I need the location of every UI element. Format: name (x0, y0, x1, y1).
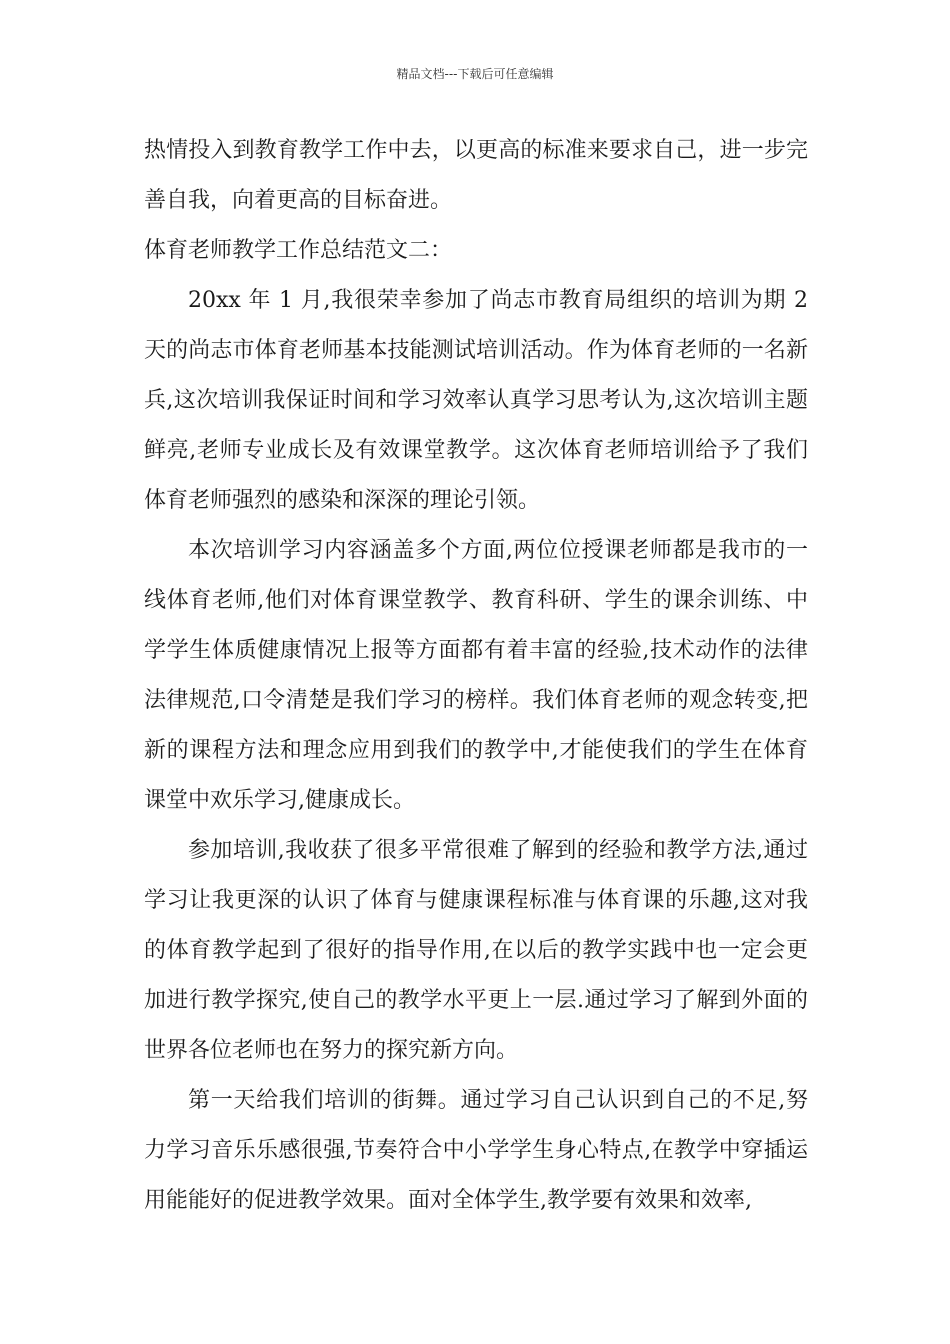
document-body (144, 126, 808, 1226)
paragraph-first-day: 第一天给我们培训的街舞。通过学习自己认识到自己的不足,努力学习音乐乐感很强,节奏符合中小学学生身心特点,在教学中穿插运用能能好的促进教学效果。面对全体学生,教学要有效果和效率, (144, 1088, 808, 1213)
paragraph-training-content: 本次培训学习内容涵盖多个方面,两位位授课老师都是我市的一线体育老师,他们对体育课堂教学、教育科研、学生的课余训练、中学学生体质健康情况上报等方面都有着丰富的经验,技术动作的法律法律规范,口令清楚是我们学习的榜样。我们体育老师的观念转变,把新的课程方法和理念应用到我们的教学中,才能使我们的学生在体育课堂中欢乐学习,健康成长。 (144, 538, 808, 813)
paragraph-training-gains: 参加培训,我收获了很多平常很难了解到的经验和教学方法,通过学习让我更深的认识了体育与健康课程标准与体育课的乐趣,这对我的体育教学起到了很好的指导作用,在以后的教学实践中也一定会更加进行教学探究,使自己的教学水平更上一层.通过学习了解到外面的世界各位老师也在努力的探究新方向。 (144, 838, 808, 1063)
paragraph-continuation: 热情投入到教育教学工作中去，以更高的标准来要求自己，进一步完善自我，向着更高的目标奋进。 (144, 138, 808, 213)
page-header: 精品文档---下载后可任意编辑 (396, 67, 554, 81)
section-heading: 体育老师教学工作总结范文二： (144, 238, 453, 263)
paragraph-training-intro: 20xx 年 1 月,我很荣幸参加了尚志市教育局组织的培训为期 2 天的尚志市体育老师基本技能测试培训活动。作为体育老师的一名新兵,这次培训我保证时间和学习效率认真学习思考认为,这次培训主题鲜亮,老师专业成长及有效课堂教学。这次体育老师培训给予了我们体育老师强烈的感染和深深的理论引领。 (144, 288, 808, 513)
